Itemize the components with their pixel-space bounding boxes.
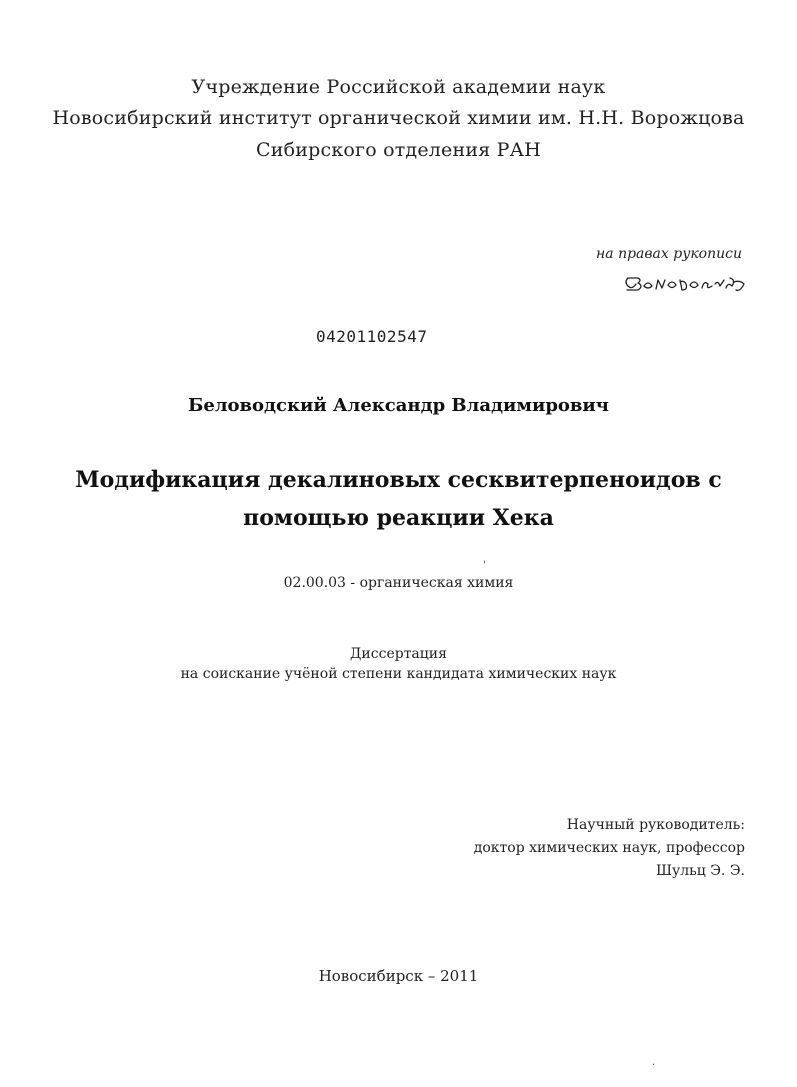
institution-line-3: Сибирского отделения РАН [256,139,541,161]
supervisor-label: Научный руководитель: [566,817,745,833]
place-and-year: Новосибирск – 2011 [318,967,479,985]
title-line-2: помощью реакции Хека [243,505,554,531]
author-name: Беловодский Александр Владимирович [188,395,609,416]
supervisor-degree: доктор химических наук, профессор [473,840,745,856]
institution-line-1: Учреждение Российской академии наук [191,76,606,98]
supervisor-name: Шульц Э. Э. [656,863,745,879]
handwritten-signature [620,268,750,296]
dissertation-degree: на соискание учёной степени кандидата химических наук [180,666,617,682]
manuscript-rights-label: на правах рукописи [596,246,742,262]
institution-line-2: Новосибирский институт органической химии им. Н.Н. Ворожцова [52,107,745,129]
barcode-number: 04201102547 [316,327,428,346]
scan-dot: · [652,1060,656,1071]
specialty: 02.00.03 - органическая химия [283,575,514,591]
scan-mark: ' [483,560,486,571]
dissertation-label: Диссертация [350,646,447,662]
title-line-1: Модификация декалиновых сесквитерпеноидов с [75,467,722,493]
